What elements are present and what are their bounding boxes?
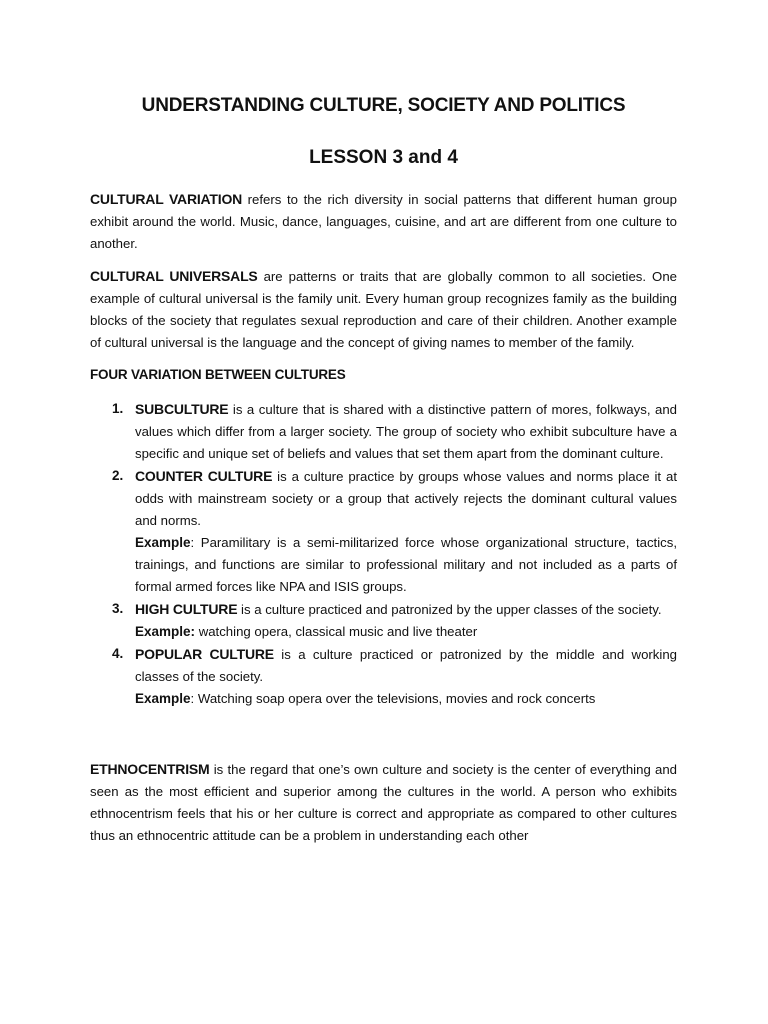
cultural-variation-text: refers to the rich diversity in social patterns that different human group exhibit around the world. Music, dance, languages, cuisine, and art are different from one culture to another. [90,192,677,251]
example-label: Example: [135,624,196,639]
example-label: Example [135,691,191,706]
ethnocentrism-term: ETHNOCENTRISM [90,761,210,777]
document-subtitle: LESSON 3 and 4 [309,147,458,168]
counter-culture-text: is a culture practice by groups whose values and norms place it at odds with mainstream society or a group that actively rejects the dominant cultural values and norms. [135,469,677,528]
example-text: : Watching soap opera over the televisions, movies and rock concerts [190,691,596,706]
high-culture-example [135,621,677,643]
counter-culture-term: COUNTER CULTURE [135,468,273,484]
list-item-high-culture [90,598,677,643]
section-heading: FOUR VARIATION BETWEEN CULTURES [90,367,346,382]
document-title: UNDERSTANDING CULTURE, SOCIETY AND POLITICS [141,95,626,116]
list-item-number: 1. [112,401,124,416]
list-item-popular-culture [90,643,677,710]
cultural-universals-text: are patterns or traits that are globally common to all societies. One example of cultural universal is the family unit. Every human group recognizes family as the building blocks of the society that regulates sexual reproduction and care of their children. Another example of cultural universal is the language and the concept of giving names to member of the family. [90,269,677,350]
example-label: Example [135,535,191,550]
document-page [90,92,677,857]
example-text: : Paramilitary is a semi-militarized force whose organizational structure, tactics, trainings, and functions are similar to professional military and not included as a parts of formal armed forces like NPA and ISIS groups. [135,535,677,594]
cultural-variation-term: CULTURAL VARIATION [90,191,243,207]
list-item-number: 3. [112,601,124,616]
high-culture-term: HIGH CULTURE [135,601,238,617]
subculture-text: is a culture that is shared with a distinctive pattern of mores, folkways, and values which differ from a larger society. The group of society who exhibit subculture have a specific and unique set of beliefs and values that set them apart from the dominant culture. [135,402,677,461]
high-culture-text: is a culture practiced and patronized by the upper classes of the society. [237,602,662,617]
example-text: watching opera, classical music and live theater [195,624,478,639]
list-item-subculture [90,398,677,465]
popular-culture-example [135,688,677,710]
popular-culture-term: POPULAR CULTURE [135,646,274,662]
counter-culture-example [135,532,677,598]
ethnocentrism-text: is the regard that one’s own culture and society is the center of everything and seen as the most efficient and superior among the cultures in the world. A person who exhibits ethnocentrism feels that his or her culture is correct and appropriate as compared to other cultures thus an ethnocentric attitude can be a problem in understanding each other [90,762,677,843]
ethnocentrism-paragraph [90,758,677,847]
list-item-number: 2. [112,468,124,483]
subculture-term: SUBCULTURE [135,401,229,417]
cultural-universals-paragraph [90,265,677,354]
cultural-variation-paragraph [90,188,677,255]
list-item-counter-culture [90,465,677,598]
cultural-universals-term: CULTURAL UNIVERSALS [90,268,258,284]
list-item-number: 4. [112,646,124,661]
popular-culture-text: is a culture practiced or patronized by the middle and working classes of the society. [135,647,677,684]
variation-list [90,398,677,710]
